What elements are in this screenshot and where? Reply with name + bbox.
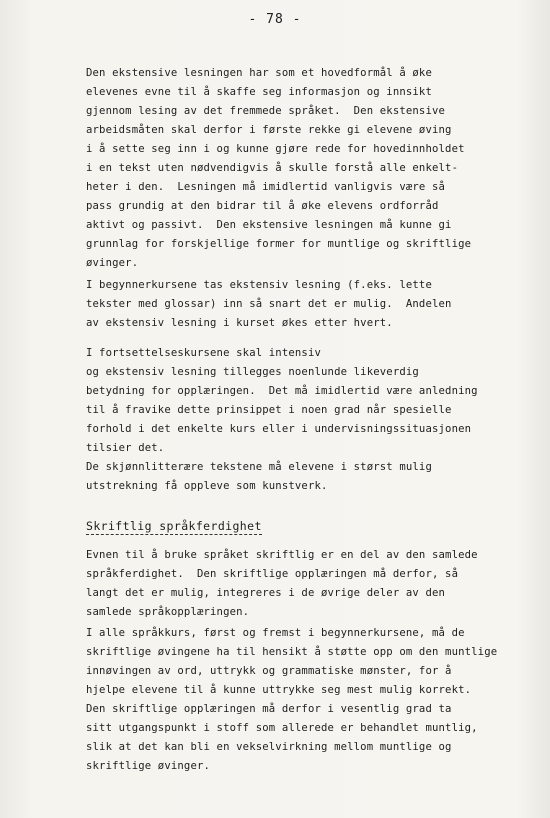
paragraph-literary-texts: De skjønnlitterære tekstene må elevene i størst mulig utstrekning få oppleve som kunstverk. <box>86 461 432 492</box>
section-heading: Skriftlig språkferdighet <box>86 519 262 533</box>
page-number: - 78 - <box>248 12 302 27</box>
paragraph-written-exercises: I alle språkkurs, først og fremst i begynnerkursene, må de skriftlige øvingene ha til hensikt å støtte opp om den muntlige innøvingen av ord, uttrykk og grammatiske mønster, for å hjelpe elevene til å kunne uttrykke seg mest mulig korrekt. Den skriftlige opplæringen må derfor i vesentlig grad ta sitt utgangspunkt i stoff som allerede er behandlet muntlig, slik at det kan bli en vekselvirkning mellom muntlige og skriftlige øvinger. <box>86 627 498 772</box>
paragraph-written-skills: Evnen til å bruke språket skriftlig er en del av den samlede språkferdighet. Den skriftlige opplæringen må derfor, så langt det er mulig, integreres i de øvrige deler av den samlede språkopplæringen. <box>86 549 478 618</box>
paragraph-continuation-courses: I fortsettelseskursene skal intensiv og ekstensiv lesning tillegges noenlunde likeverdig betydning for opplæringen. Det må imidlertid være anledning til å fravike dette prinsippet i noen grad når spesielle forhold i det enkelte kurs eller i undervisningssituasjonen tilsier det. <box>86 347 478 454</box>
paragraph-extensive-reading: Den ekstensive lesningen har som et hovedformål å øke elevenes evne til å skaffe seg informasjon og innsikt gjennom lesing av det fremmede språket. Den ekstensive arbeidsmåten skal derfor i første rekke gi elevene øving i å sette seg inn i og kunne gjøre rede for hovedinnholdet i en tekst uten nødvendigvis å skulle forstå alle enkelt- heter i den. Lesningen må imidlertid vanligvis være så pass grundig at den bidrar til å øke elevens ordforråd aktivt og passivt. Den ekstensive lesningen må kunne gi grunnlag for forskjellige former for muntlige og skriftlige øvinger. <box>86 67 472 269</box>
paragraph-beginner-courses: I begynnerkursene tas ekstensiv lesning (f.eks. lette tekster med glossar) inn så snart det er mulig. Andelen av ekstensiv lesning i kurset økes etter hvert. <box>86 279 452 329</box>
